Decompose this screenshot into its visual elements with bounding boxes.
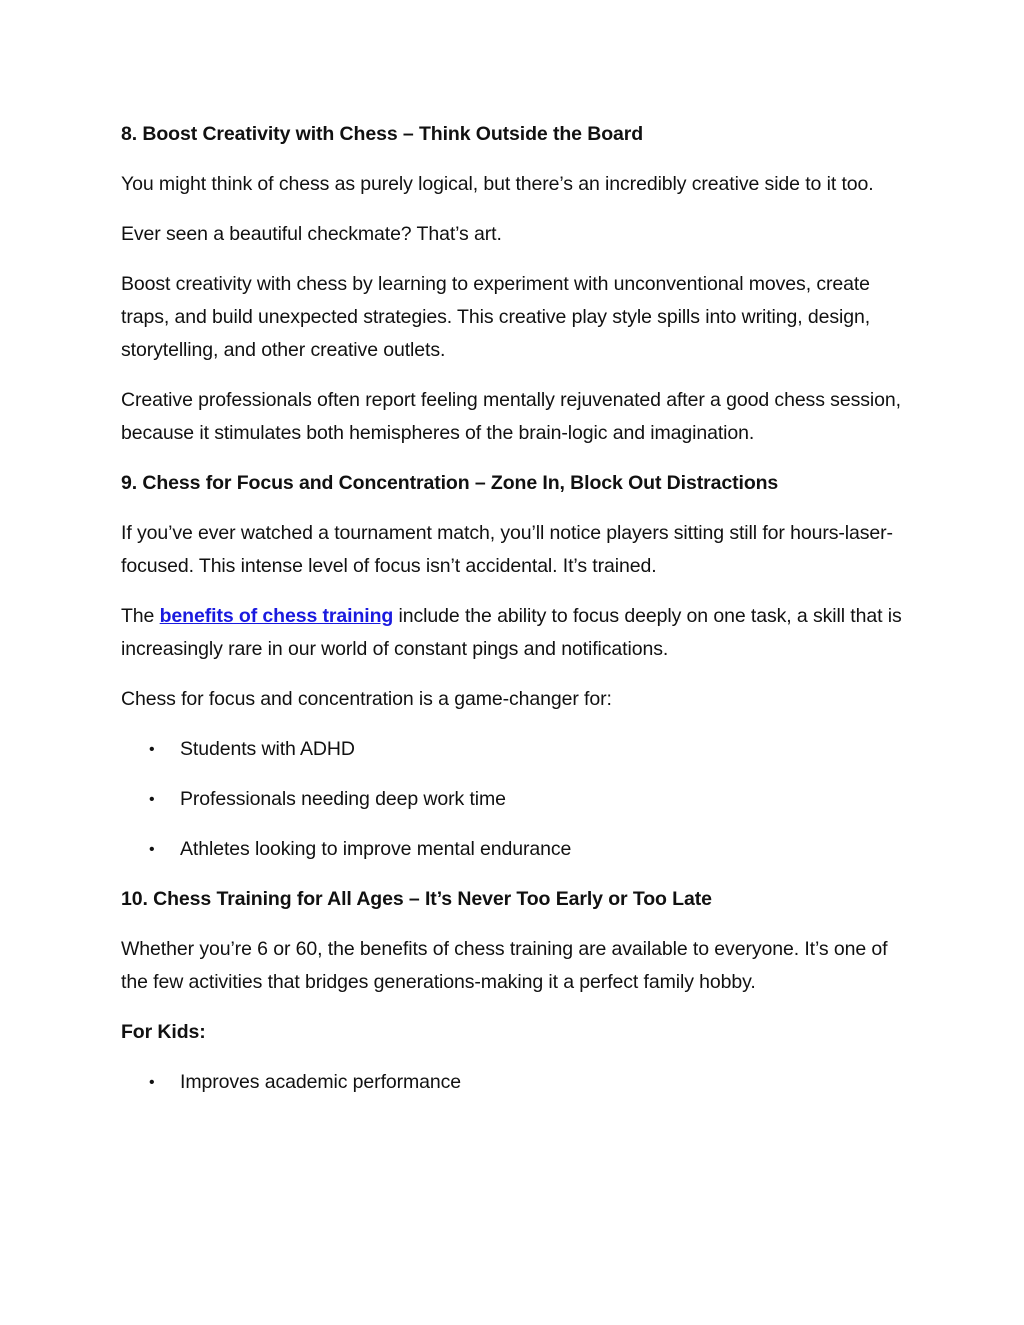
section-8-paragraph-2: Ever seen a beautiful checkmate? That’s art. [121, 223, 502, 245]
link-paragraph-suffix: include the ability to focus deeply on one task, a skill that is increasingly rare in our world of constant pings and notifications. [121, 605, 902, 660]
section-9-paragraph-1: If you’ve ever watched a tournament match, you’ll notice players sitting still for hours-laser-focused. This intense level of focus isn’t accidental. It’s trained. [121, 522, 893, 577]
list-item-text: Professionals needing deep work time [180, 788, 506, 810]
section-10-heading: 10. Chess Training for All Ages – It’s Never Too Early or Too Late [121, 888, 712, 910]
section-9-list-intro: Chess for focus and concentration is a game-changer for: [121, 688, 612, 710]
list-item [121, 1066, 911, 1099]
for-kids-subheading: For Kids: [121, 1021, 206, 1043]
list-item-text: Athletes looking to improve mental endurance [180, 838, 572, 860]
bullet-icon: • [149, 741, 155, 758]
section-8-paragraph-3: Boost creativity with chess by learning to experiment with unconventional moves, create traps, and build unexpected strategies. This creative play style spills into writing, design, storytelling, and other creative outlets. [121, 273, 871, 361]
section-8-heading: 8. Boost Creativity with Chess – Think Outside the Board [121, 123, 644, 145]
list-item [121, 733, 911, 766]
section-9-heading: 9. Chess for Focus and Concentration – Zone In, Block Out Distractions [121, 472, 779, 494]
list-item-text: Students with ADHD [180, 738, 355, 760]
benefits-of-chess-training-link[interactable]: benefits of chess training [159, 605, 394, 627]
list-item [121, 833, 911, 866]
kids-benefits-list [121, 1066, 911, 1099]
list-item [121, 783, 911, 816]
section-8-paragraph-1: You might think of chess as purely logical, but there’s an incredibly creative side to it too. [121, 173, 874, 195]
list-item-text: Improves academic performance [180, 1071, 462, 1093]
bullet-icon: • [149, 791, 155, 808]
bullet-icon: • [149, 841, 155, 858]
section-10-paragraph-1: Whether you’re 6 or 60, the benefits of chess training are available to everyone. It’s one of the few activities that bridges generations-making it a perfect family hobby. [121, 938, 888, 993]
link-paragraph-prefix: The [121, 605, 160, 627]
section-9-link-paragraph [121, 600, 911, 666]
focus-benefits-list [121, 733, 911, 866]
document-page [121, 118, 911, 1116]
section-8-paragraph-4: Creative professionals often report feeling mentally rejuvenated after a good chess session, because it stimulates both hemispheres of the brain-logic and imagination. [121, 389, 901, 444]
bullet-icon: • [149, 1074, 155, 1091]
